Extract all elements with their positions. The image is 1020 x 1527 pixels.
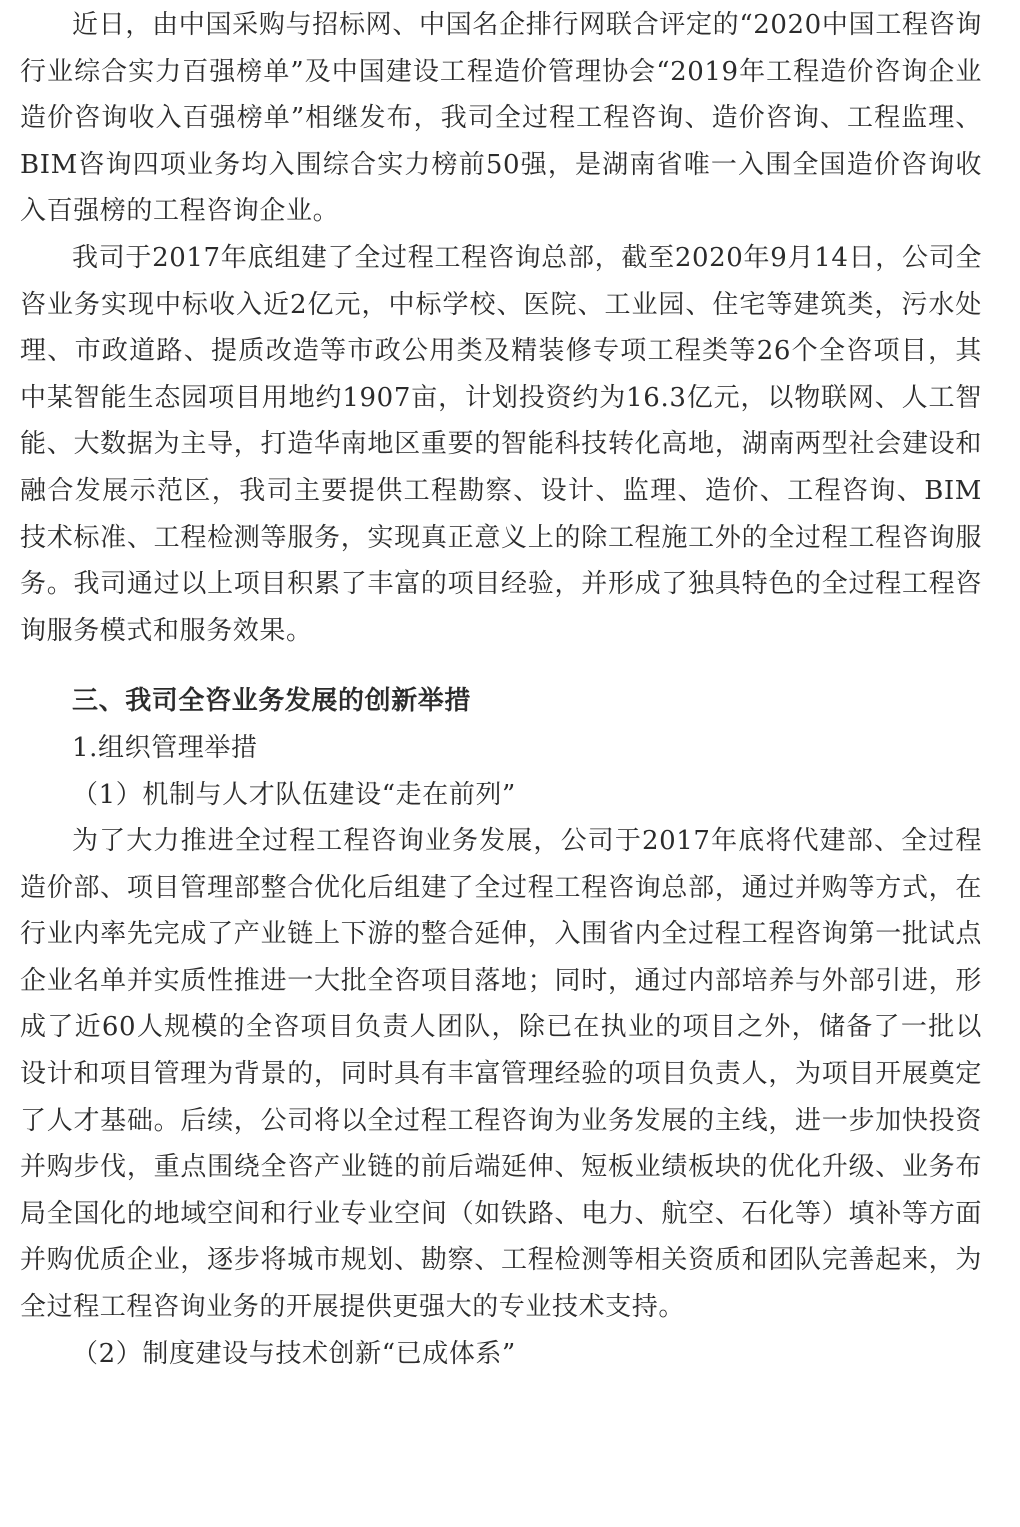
subheading-system-innovation: （2）制度建设与技术创新“已成体系” xyxy=(72,1338,516,1369)
paragraph-mechanism-detail: 为了大力推进全过程工程咨询业务发展，公司于2017年底将代建部、全过程造价部、项目管理部整合优化后组建了全过程工程咨询总部，通过并购等方式，在行业内率先完成了产业链上下游的整合延伸，入围省内全过程工程咨询第一批试点企业名单并实质性推进一大批全咨项目落地；同时，通过内部培养与外部引进，形成了近60人规模的全咨项目负责人团队，除已在执业的项目之外，储备了一批以设计和项目管理为背景的，同时具有丰富管理经验的项目负责人，为项目开展奠定了人才基础。后续，公司将以全过程工程咨询为业务发展的主线，进一步加快投资并购步伐，重点围绕全咨产业链的前后端延伸、短板业绩板块的优化升级、业务布局全国化的地域空间和行业专业空间（如铁路、电力、航空、石化等）填补等方面并购优质企业，逐步将城市规划、勘察、工程检测等相关资质和团队完善起来，为全过程工程咨询业务的开展提供更强大的专业技术支持。 xyxy=(20,826,982,1323)
section-heading: 三、我司全咨业务发展的创新举措 xyxy=(72,686,472,717)
paragraph-full-process-hq: 我司于2017年底组建了全过程工程咨询总部，截至2020年9月14日，公司全咨业务实现中标收入近2亿元，中标学校、医院、工业园、住宅等建筑类，污水处理、市政道路、提质改造等市政公用类及精装修专项工程类等26个全咨项目，其中某智能生态园项目用地约1907亩，计划投资约为16.3亿元，以物联网、人工智能、大数据为主导，打造华南地区重要的智能科技转化高地，湖南两型社会建设和融合发展示范区，我司主要提供工程勘察、设计、监理、造价、工程咨询、BIM技术标准、工程检测等服务，实现真正意义上的除工程施工外的全过程工程咨询服务。我司通过以上项目积累了丰富的项目经验，并形成了独具特色的全过程工程咨询服务模式和服务效果。 xyxy=(20,242,982,646)
subheading-organization: 1.组织管理举措 xyxy=(72,732,258,763)
paragraph-ranking-news: 近日，由中国采购与招标网、中国名企排行网联合评定的“2020中国工程咨询行业综合实力百强榜单”及中国建设工程造价管理协会“2019年工程造价咨询企业造价咨询收入百强榜单”相继发布，我司全过程工程咨询、造价咨询、工程监理、BIM咨询四项业务均入围综合实力榜前50强，是湖南省唯一入围全国造价咨询收入百强榜的工程咨询企业。 xyxy=(20,10,982,227)
article-body xyxy=(20,2,982,1377)
subheading-mechanism-talent: （1）机制与人才队伍建设“走在前列” xyxy=(72,779,516,810)
